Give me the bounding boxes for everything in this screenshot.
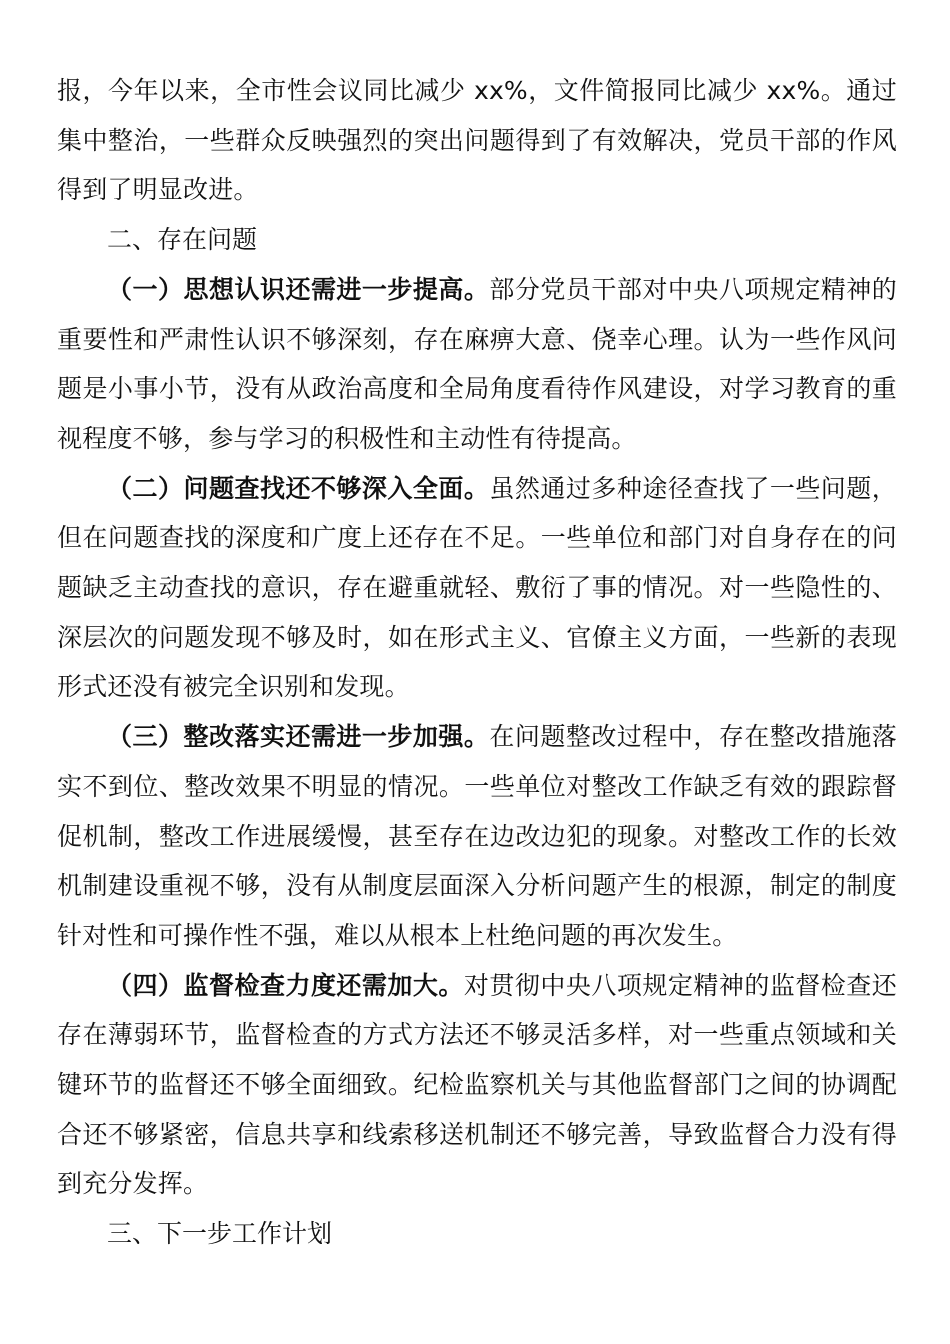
problem-paragraph-4	[57, 961, 897, 1210]
problem-title-2: （二）问题查找还不够深入全面。	[107, 473, 490, 503]
problem-paragraph-3	[57, 712, 897, 961]
problem-body-4: 对贯彻中央八项规定精神的监督检查还存在薄弱环节，监督检查的方式方法还不够灵活多样，对一些重点领域和关键环节的监督还不够全面细致。纪检监察机关与其他监督部门之间的协调配合还不够紧密，信息共享和线索移送机制还不够完善，导致监督合力没有得到充分发挥。	[57, 970, 897, 1199]
section-three-heading: 三、下一步工作计划	[107, 1219, 333, 1249]
section-two-heading: 二、存在问题	[107, 225, 258, 255]
problem-paragraph-2	[57, 464, 897, 713]
intro-paragraph: 报，今年以来，全市性会议同比减少 xx%，文件简报同比减少 xx%。通过集中整治，一些群众反映强烈的突出问题得到了有效解决，党员干部的作风得到了明显改进。	[57, 76, 897, 205]
document-page	[57, 66, 897, 1259]
problem-title-3: （三）整改落实还需进一步加强。	[107, 722, 490, 752]
problem-title-1: （一）思想认识还需进一步提高。	[107, 274, 490, 304]
problem-body-1: 部分党员干部对中央八项规定精神的重要性和严肃性认识不够深刻，存在麻痹大意、侥幸心理。认为一些作风问题是小事小节，没有从政治高度和全局角度看待作风建设，对学习教育的重视程度不够，参与学习的积极性和主动性有待提高。	[57, 274, 897, 453]
problem-paragraph-1	[57, 265, 897, 464]
problem-body-3: 在问题整改过程中，存在整改措施落实不到位、整改效果不明显的情况。一些单位对整改工作缺乏有效的跟踪督促机制，整改工作进展缓慢，甚至存在边改边犯的现象。对整改工作的长效机制建设重视不够，没有从制度层面深入分析问题产生的根源，制定的制度针对性和可操作性不强，难以从根本上杜绝问题的再次发生。	[57, 722, 897, 950]
problem-body-2: 虽然通过多种途径查找了一些问题，但在问题查找的深度和广度上还存在不足。一些单位和部门对自身存在的问题缺乏主动查找的意识，存在避重就轻、敷衍了事的情况。对一些隐性的、深层次的问题发现不够及时，如在形式主义、官僚主义方面，一些新的表现形式还没有被完全识别和发现。	[57, 473, 897, 702]
problem-title-4: （四）监督检查力度还需加大。	[107, 970, 464, 1000]
